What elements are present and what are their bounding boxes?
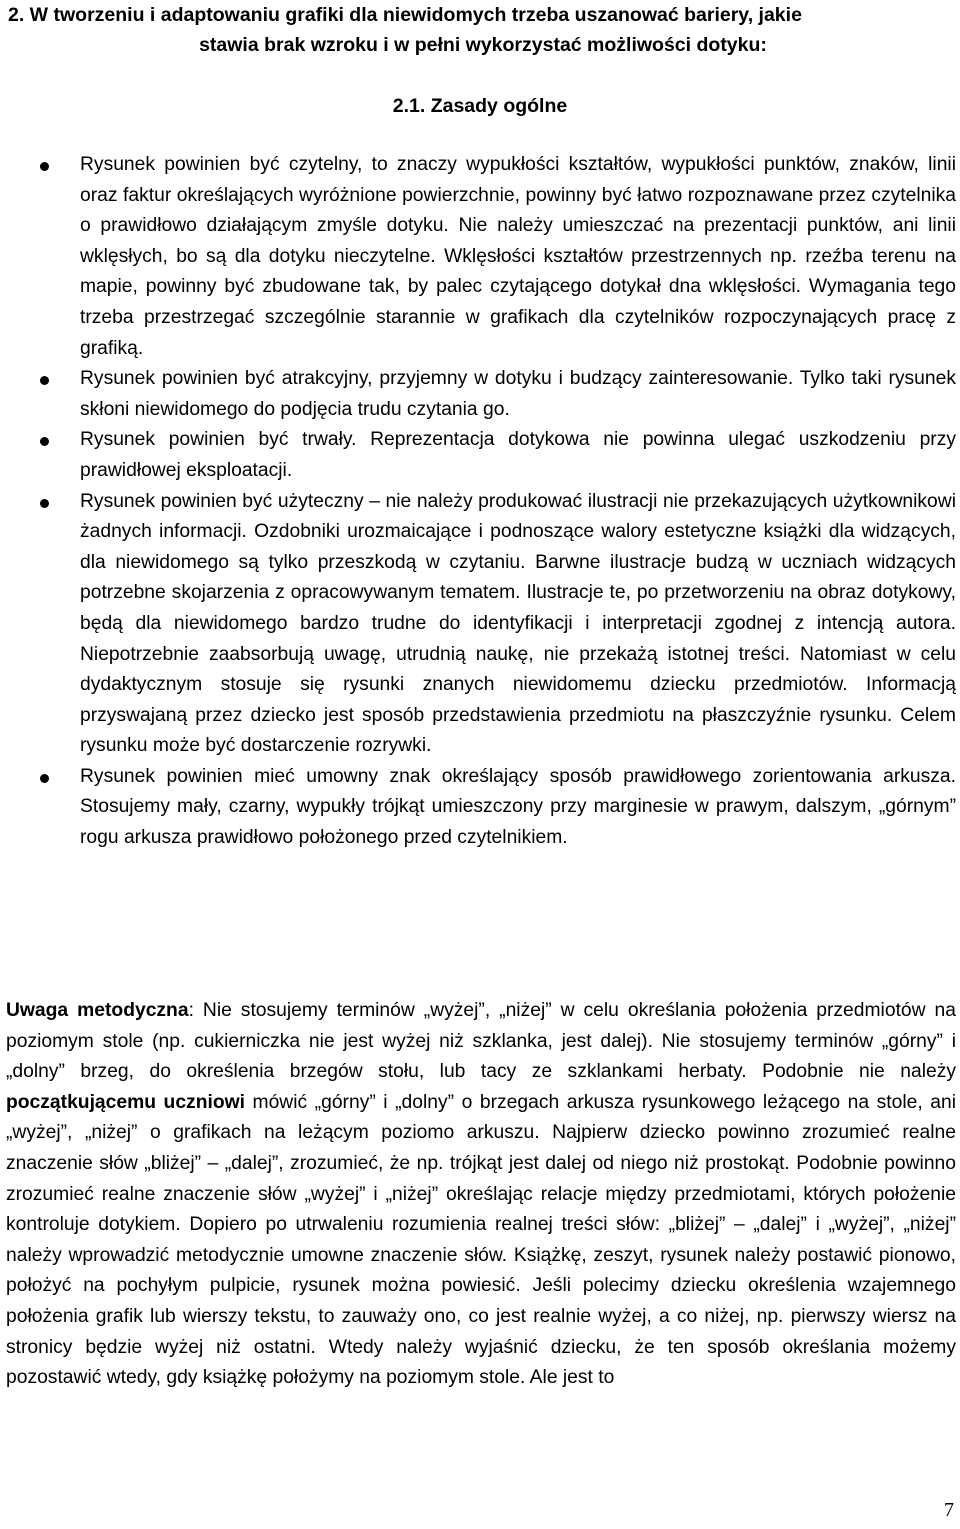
list-item-text: Rysunek powinien być użyteczny – nie należy produkować ilustracji nie przekazujących użytkownikowi żadnych informacji. Ozdobniki urozmaicające i podnoszące walory estetyczne książki dla widzących, dla niewidomego są tylko przeszkodą w czytaniu. Barwne ilustracje budzą w uczniach widzących potrzebne skojarzenia z opracowywanym tematem. Ilustracje te, po przetworzeniu na obraz dotykowy, będą dla niewidomego bardzo trudne do identyfikacji i interpretacji zgodnej z intencją autora. Niepotrzebnie zaabsorbują uwagę, utrudnią naukę, nie przekażą istotnej treści. Natomiast w celu dydaktycznym stosuje się rysunki znanych niewidomemu dziecku przedmiotów. Informacją przyswajaną przez dziecko jest sposób przedstawienia przedmiotu na płaszczyźnie rysunku. Celem rysunku może być dostarczenie rozrywki. [80,490,956,757]
list-item [0,150,960,364]
note-emphasis: początkującemu uczniowi [6,1091,245,1113]
principles-list [0,150,960,854]
bullet-icon [40,162,49,171]
section-heading-line-1: 2. W tworzeniu i adaptowaniu grafiki dla niewidomych trzeba uszanować bariery, jakie [8,4,802,26]
note-text-part-2: mówić „górny” i „dolny” o brzegach arkusza rysunkowego leżącego na stole, ani „wyżej”, „niżej” o grafikach na leżącym poziomo arkuszu. Najpierw dziecko powinno zrozumieć realne znaczenie słów „bliżej” – „dalej”, zrozumieć, że np. trójkąt jest dalej od niego niż prostokąt. Podobnie powinno zrozumieć realne znaczenie słów „wyżej” i „niżej” określając relacje między przedmiotami, których położenie kontroluje dotykiem. Dopiero po utrwaleniu rozumienia realnej treści słów: „bliżej” – „dalej” i „wyżej”, „niżej” należy wprowadzić metodycznie umowne znaczenie słów. Książkę, zeszyt, rysunek należy postawić pionowo, położyć na pochyłym pulpicie, rysunek można powiesić. Jeśli polecimy dziecku określenia wzajemnego położenia grafik lub wierszy tekstu, to zauważy ono, co jest realnie wyżej, a co niżej, np. pierwszy wiersz na stronicy będzie wyżej niż ostatni. Wtedy należy wyjaśnić dziecku, że ten sposób określania możemy pozostawić wtedy, gdy książkę położymy na poziomym stole. Ale jest to [6,1091,956,1389]
section-heading-line-2: stawia brak wzroku i w pełni wykorzystać możliwości dotyku: [199,34,767,56]
bullet-icon [40,499,49,508]
list-item-text: Rysunek powinien być czytelny, to znaczy wypukłości kształtów, wypukłości punktów, znaków, linii oraz faktur określających wyróżnione powierzchnie, powinny być łatwo rozpoznawane przez czytelnika o prawidłowo działającym zmyśle dotyku. Nie należy umieszczać na prezentacji punktów, ani linii wklęsłych, bo są dla dotyku nieczytelne. Wklęsłości kształtów przestrzennych np. rzeźba terenu na mapie, powinny być zbudowane tak, by palec czytającego dotykał dna wklęsłości. Wymagania tego trzeba przestrzegać szczególnie starannie w grafikach dla czytelników rozpoczynających pracę z grafiką. [80,154,956,359]
list-item [0,487,960,762]
list-item-text: Rysunek powinien być trwały. Reprezentacja dotykowa nie powinna ulegać uszkodzeniu przy prawidłowej eksploatacji. [80,429,956,481]
list-item [0,425,960,486]
list-item-text: Rysunek powinien mieć umowny znak określający sposób prawidłowego zorientowania arkusza. Stosujemy mały, czarny, wypukły trójkąt umieszczony przy marginesie w prawym, dalszym, „górnym” rogu arkusza prawidłowo położonego przed czytelnikiem. [80,765,956,849]
note-text-part-1: : Nie stosujemy terminów „wyżej”, „niżej” w celu określania położenia przedmiotów na poziomym stole (np. cukierniczka nie jest wyżej niż szklanka, jest dalej). Nie stosujemy terminów „górny” i „dolny” brzeg, do określenia brzegów stołu, lub tacy ze szklankami herbaty. Podobnie nie należy [6,1000,956,1083]
methodical-note [6,996,956,1394]
subsection-heading: 2.1. Zasady ogólne [392,95,568,117]
list-item [0,364,960,425]
note-label: Uwaga metodyczna [6,1000,189,1021]
section-heading [8,0,958,60]
bullet-icon [40,437,49,446]
bullet-icon [40,376,49,385]
list-item-text: Rysunek powinien być atrakcyjny, przyjemny w dotyku i budzący zainteresowanie. Tylko taki rysunek skłoni niewidomego do podjęcia trudu czytania go. [80,368,956,420]
list-item [0,762,960,854]
page-number: 7 [944,1499,954,1521]
bullet-icon [40,774,49,783]
